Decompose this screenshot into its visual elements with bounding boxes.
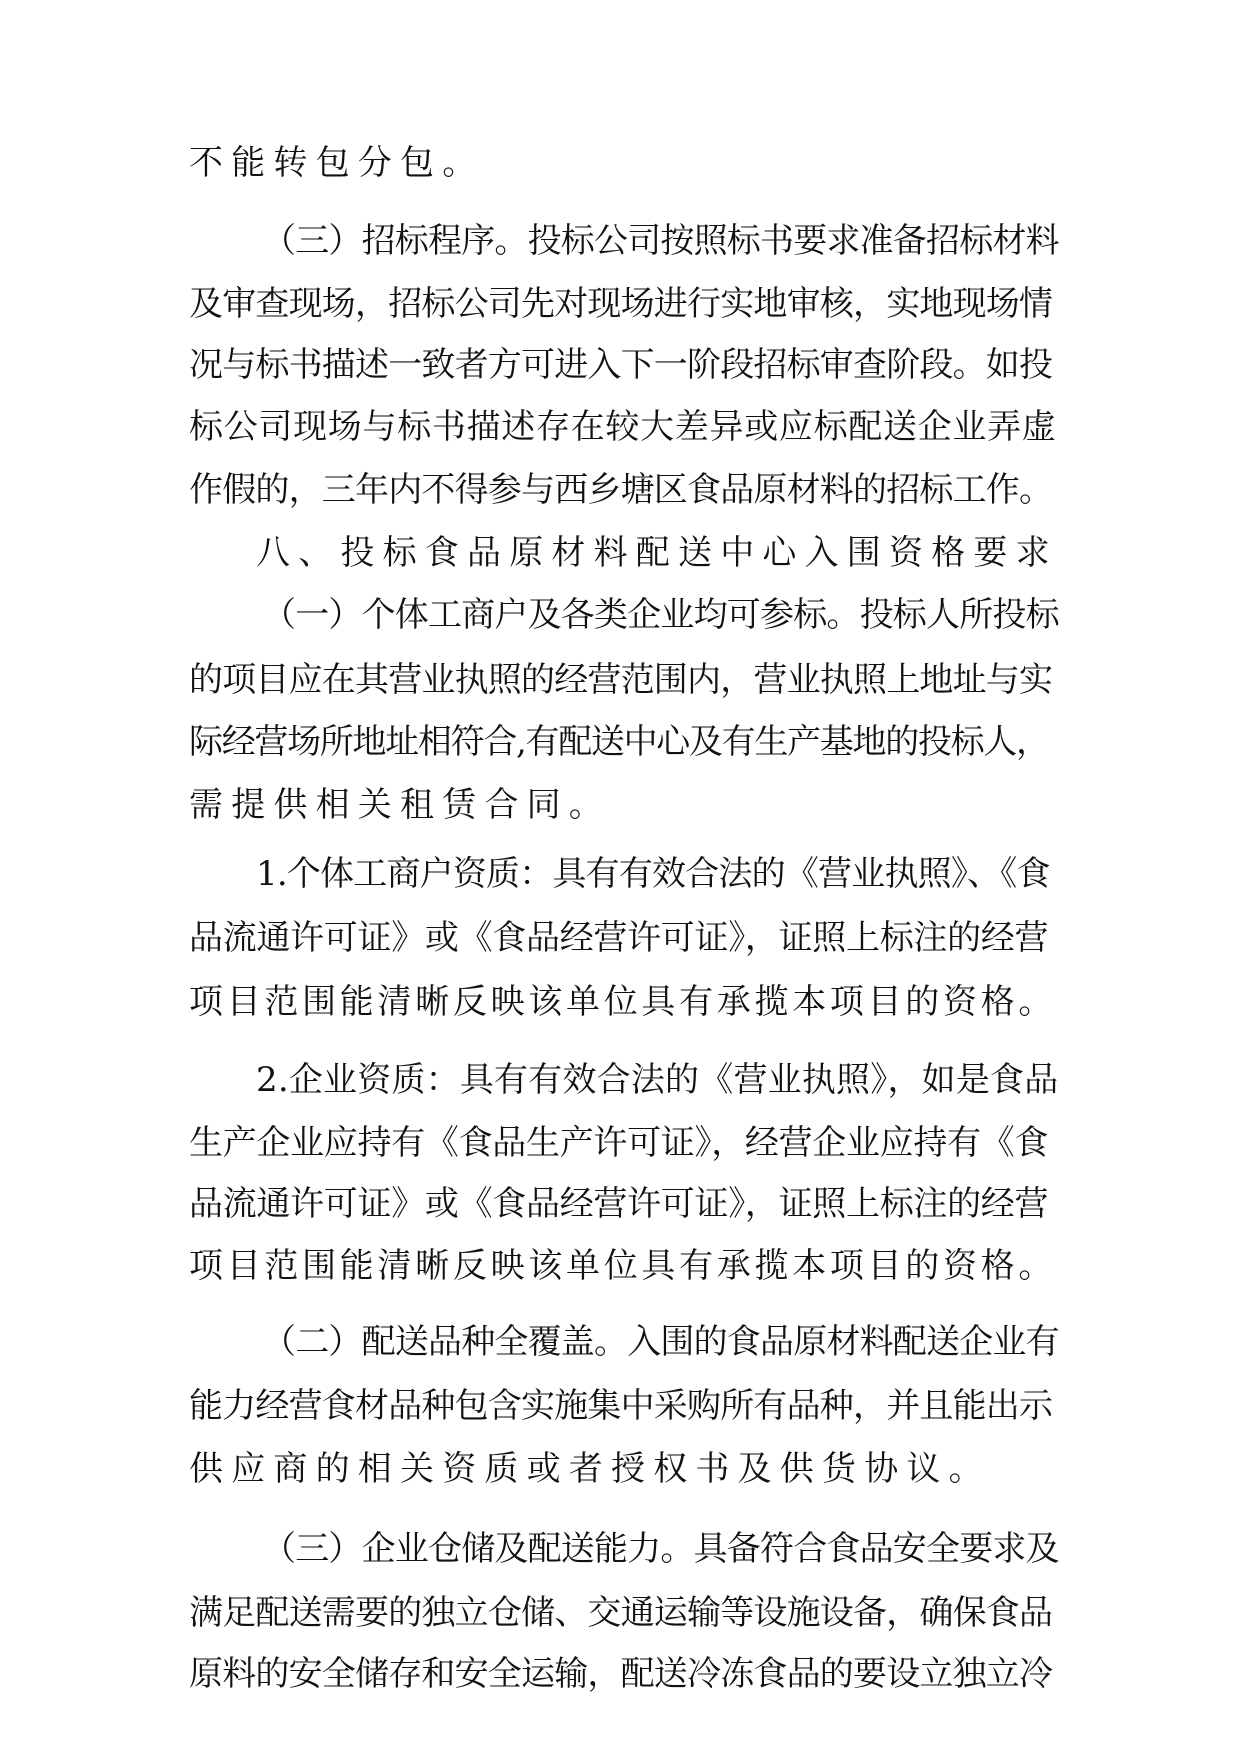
text-line: 2.企业资质：具有有效合法的《营业执照》，如是食品 (256, 1060, 1059, 1100)
text-line: （二）配送品种全覆盖。入围的食品原材料配送企业有 (262, 1322, 1059, 1362)
text-line: 能力经营食材品种包含实施集中采购所有品种，并且能出示 (189, 1386, 1053, 1426)
text-line: 供应商的相关资质或者授权书及供货协议。 (189, 1449, 991, 1489)
text-line: 际经营场所地址相符合,有配送中心及有生产基地的投标人， (189, 722, 1049, 762)
text-line: 1.个体工商户资质：具有有效合法的《营业执照》、《食 (256, 854, 1050, 894)
text-line: 生产企业应持有《食品生产许可证》，经营企业应持有《食 (189, 1123, 1049, 1163)
text-line: 项目范围能清晰反映该单位具有承揽本项目的资格。 (189, 982, 1057, 1022)
text-line: 况与标书描述一致者方可进入下一阶段招标审查阶段。如投 (189, 345, 1053, 385)
text-line: 品流通许可证》或《食品经营许可证》，证照上标注的经营 (189, 918, 1049, 958)
text-line: （三）招标程序。投标公司按照标书要求准备招标材料 (262, 221, 1059, 261)
text-line: 满足配送需要的独立仓储、交通运输等设施设备，确保食品 (189, 1593, 1053, 1633)
text-line: 项目范围能清晰反映该单位具有承揽本项目的资格。 (189, 1246, 1057, 1286)
text-line: 的项目应在其营业执照的经营范围内，营业执照上地址与实 (189, 660, 1053, 700)
text-line: 作假的，三年内不得参与西乡塘区食品原材料的招标工作。 (189, 470, 1053, 510)
text-line: 不能转包分包。 (189, 143, 485, 183)
text-line: （一）个体工商户及各类企业均可参标。投标人所投标 (262, 595, 1059, 635)
text-line: 标公司现场与标书描述存在较大差异或应标配送企业弄虚 (189, 407, 1057, 447)
section-heading: 八、投标食品原材料配送中心入围资格要求 (256, 533, 1058, 573)
text-line: 需提供相关租赁合同。 (189, 785, 611, 825)
text-line: 品流通许可证》或《食品经营许可证》，证照上标注的经营 (189, 1184, 1049, 1224)
text-line: 及审查现场，招标公司先对现场进行实地审核，实地现场情 (189, 284, 1053, 324)
text-line: （三）企业仓储及配送能力。具备符合食品安全要求及 (262, 1529, 1059, 1569)
text-line: 原料的安全储存和安全运输，配送冷冻食品的要设立独立冷 (189, 1654, 1053, 1694)
